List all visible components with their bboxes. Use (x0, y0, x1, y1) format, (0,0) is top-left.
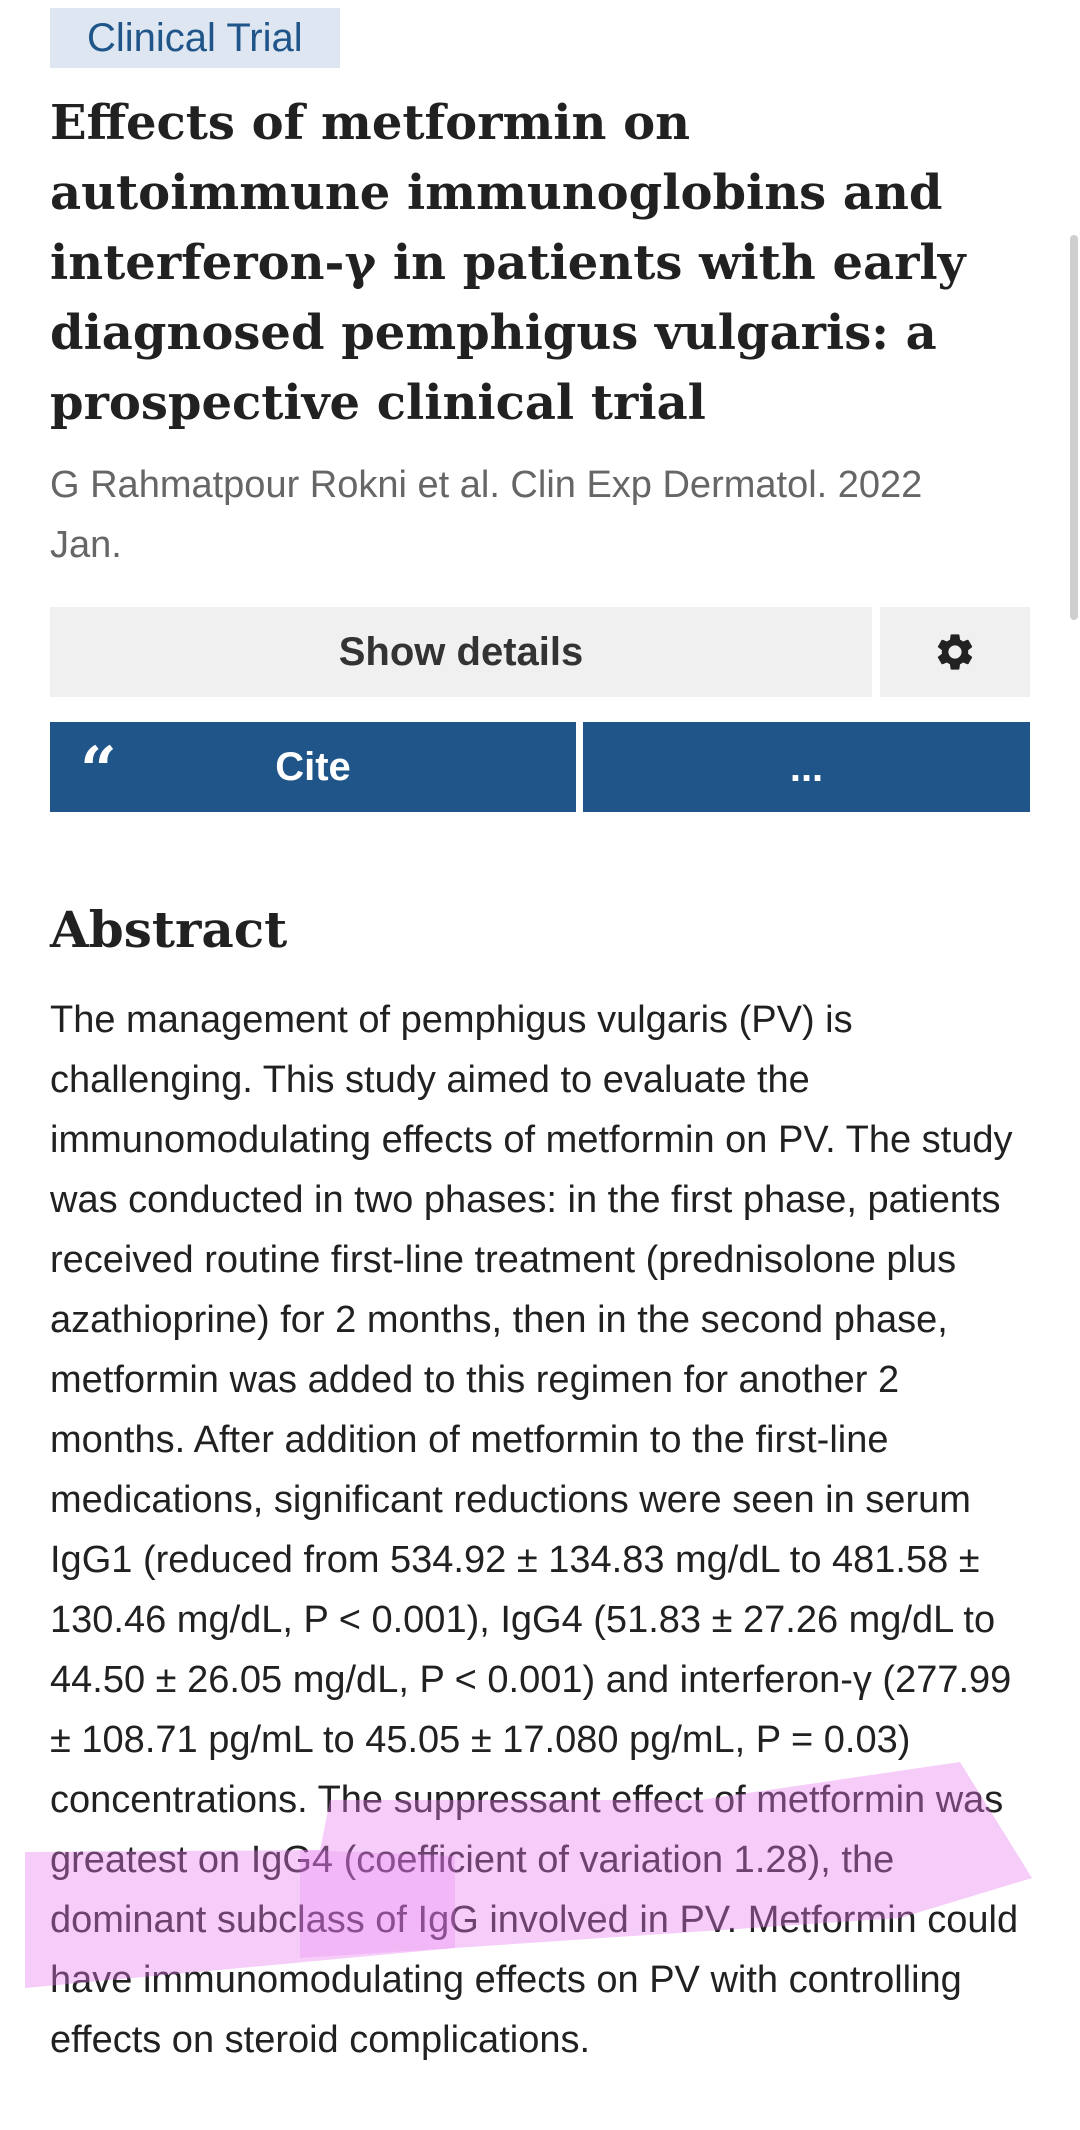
gear-icon (933, 630, 977, 674)
cite-label: Cite (275, 745, 351, 789)
page-scrollbar[interactable] (1070, 235, 1078, 620)
abstract-heading: Abstract (50, 900, 288, 959)
article-citation: G Rahmatpour Rokni et al. Clin Exp Dermatol. 2022 Jan. (50, 464, 923, 566)
article-title: Effects of metformin on autoimmune immunoglobins and interferon-γ in patients with early diagnosed pemphigus vulgaris: a prospective clinical trial (50, 95, 966, 431)
more-actions-button[interactable]: ... (583, 722, 1030, 812)
show-details-button[interactable]: Show details (50, 607, 872, 697)
cite-button[interactable] (50, 722, 576, 812)
abstract-text: The management of pemphigus vulgaris (PV) is challenging. This study aimed to evaluate the immunomodulating effects of metformin on PV. The study was conducted in two phases: in the first phase, patients received routine first-line treatment (prednisolone plus azathioprine) for 2 months, then in the second phase, metformin was added to this regimen for another 2 months. After addition of metformin to the first-line medications, significant reductions were seen in serum IgG1 (reduced from 534.92 ± 134.83 mg/dL to 481.58 ± 130.46 mg/dL, P < 0.001), IgG4 (51.83 ± 27.26 mg/dL to 44.50 ± 26.05 mg/dL, P < 0.001) and interferon-γ (277.99 ± 108.71 pg/mL to 45.05 ± 17.080 pg/mL, P = 0.03) concentrations. The suppressant effect of metformin was greatest on IgG4 (coefficient of variation 1.28), the dominant subclass of IgG involved in PV. Metformin could have immunomodulating effects on PV with controlling effects on steroid complications. (50, 999, 1019, 2061)
publication-type-badge[interactable]: Clinical Trial (50, 8, 340, 68)
display-options-button[interactable] (880, 607, 1030, 697)
quote-icon: “ (80, 733, 117, 808)
